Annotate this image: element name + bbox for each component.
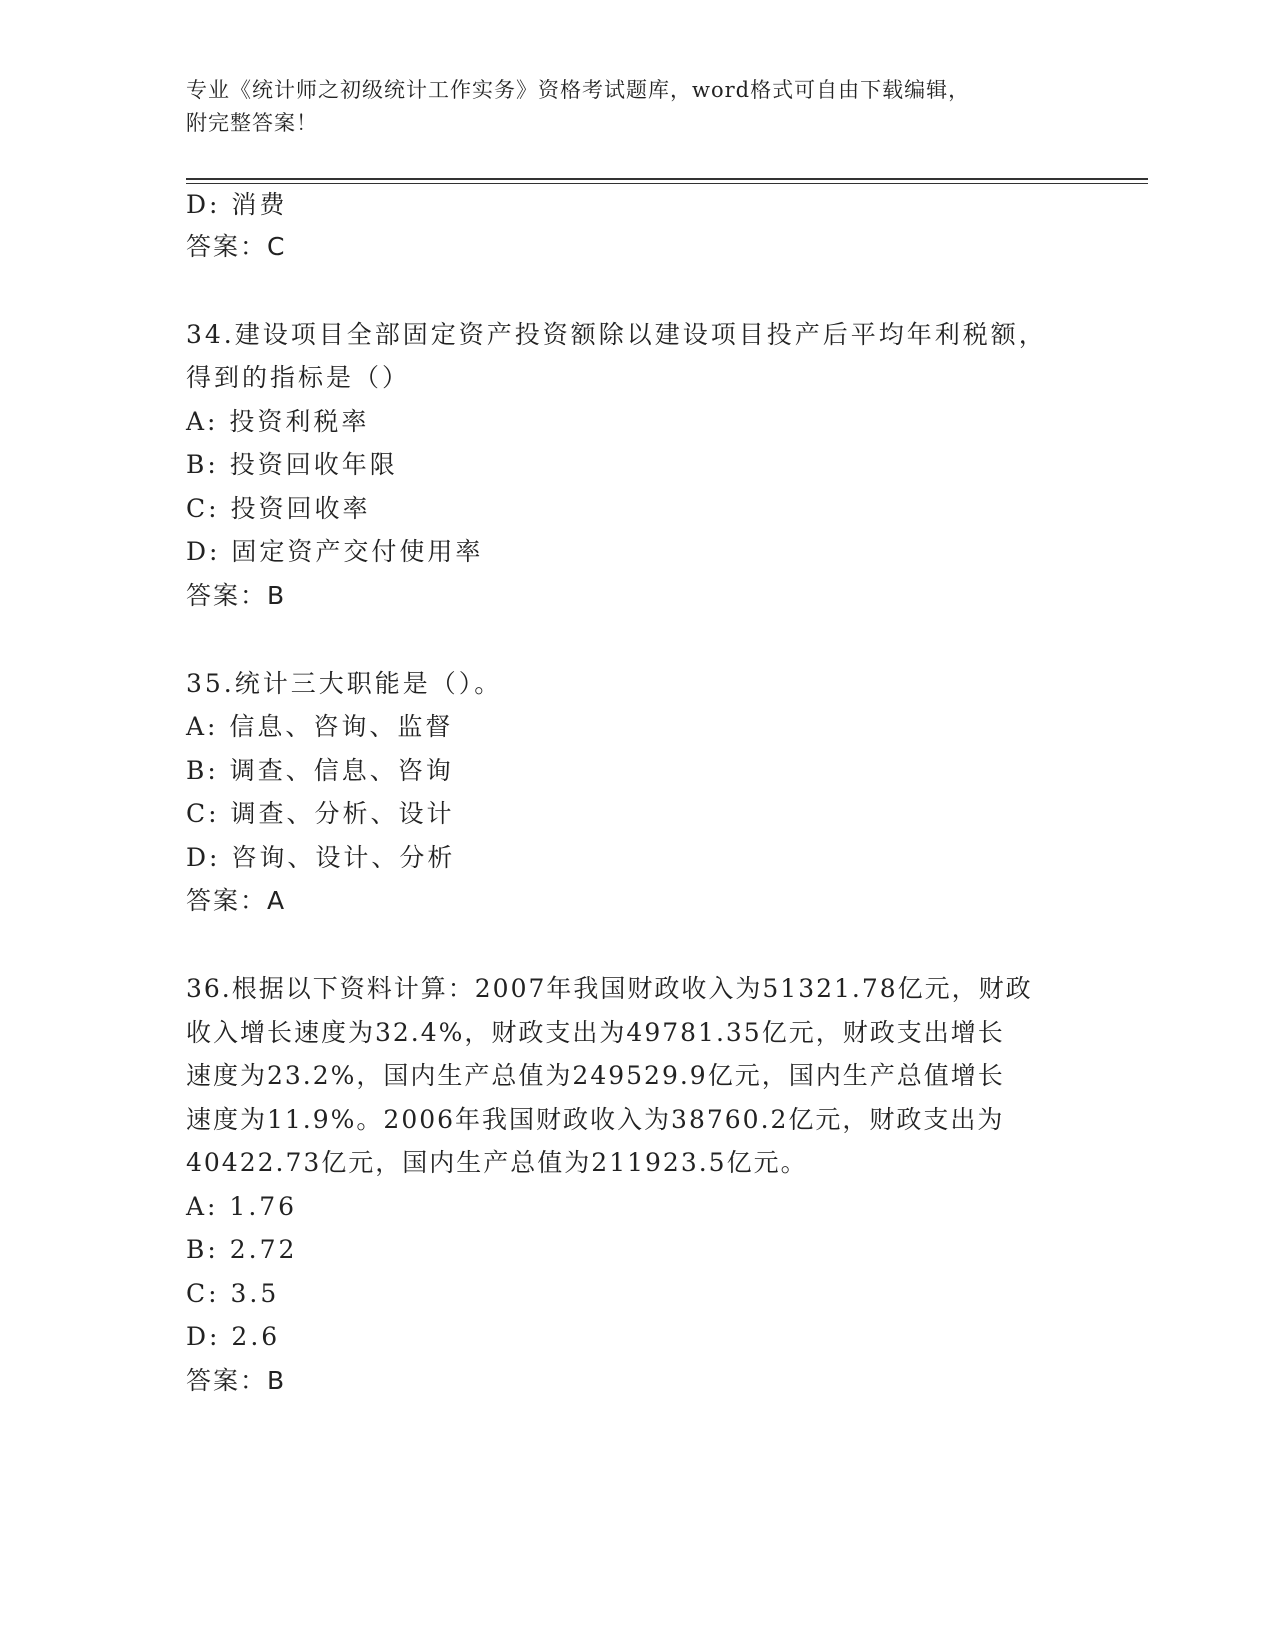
header-divider (186, 178, 1148, 180)
answer-label: 答案： (186, 581, 268, 610)
question-36-stem-line-1: 36.根据以下资料计算：2007年我国财政收入为51321.78亿元，财政 (186, 974, 1033, 1003)
answer-value: C (267, 232, 286, 261)
question-34-option-a: A: 投资利税率 (186, 407, 370, 436)
question-35-option-a: A: 信息、咨询、监督 (186, 712, 454, 741)
question-34-option-b: B: 投资回收年限 (186, 450, 398, 479)
answer-label: 答案： (186, 1366, 268, 1395)
header-line-2: 附完整答案！ (186, 111, 318, 135)
question-35-option-d: D: 咨询、设计、分析 (186, 843, 456, 872)
question-36-option-c: C: 3.5 (186, 1279, 280, 1308)
question-34-answer (186, 581, 285, 611)
question-35-option-c: C: 调查、分析、设计 (186, 799, 455, 828)
question-36-stem-line-3: 速度为23.2%，国内生产总值为249529.9亿元，国内生产总值增长 (186, 1061, 1005, 1090)
question-36-stem-line-2: 收入增长速度为32.4%，财政支出为49781.35亿元，财政支出增长 (186, 1018, 1005, 1047)
question-35-stem: 35.统计三大职能是（）。 (186, 669, 503, 698)
question-34-stem-line-1: 34.建设项目全部固定资产投资额除以建设项目投产后平均年利税额， (186, 320, 1047, 349)
answer-value: B (267, 1366, 286, 1395)
prev-answer (186, 232, 285, 262)
question-36-stem-line-5: 40422.73亿元，国内生产总值为211923.5亿元。 (186, 1148, 808, 1177)
prev-option-d: D: 消费 (186, 190, 288, 219)
header-divider-thin (186, 183, 1148, 184)
question-36-option-b: B: 2.72 (186, 1235, 298, 1264)
answer-value: B (267, 581, 286, 610)
question-35-answer (186, 886, 285, 916)
question-35-option-b: B: 调查、信息、咨询 (186, 756, 454, 785)
question-34-stem-line-2: 得到的指标是（） (186, 363, 411, 392)
question-36-option-a: A: 1.76 (186, 1192, 298, 1221)
question-36-stem-line-4: 速度为11.9%。2006年我国财政收入为38760.2亿元，财政支出为 (186, 1105, 1005, 1134)
question-34-option-d: D: 固定资产交付使用率 (186, 537, 484, 566)
question-34-option-c: C: 投资回收率 (186, 494, 371, 523)
document-header (186, 74, 1086, 140)
answer-label: 答案： (186, 886, 268, 915)
question-36-answer (186, 1366, 285, 1396)
question-36-option-d: D: 2.6 (186, 1322, 281, 1351)
header-line-1: 专业《统计师之初级统计工作实务》资格考试题库，word格式可自由下载编辑， (186, 78, 971, 102)
answer-label: 答案： (186, 232, 268, 261)
answer-value: A (267, 886, 286, 915)
